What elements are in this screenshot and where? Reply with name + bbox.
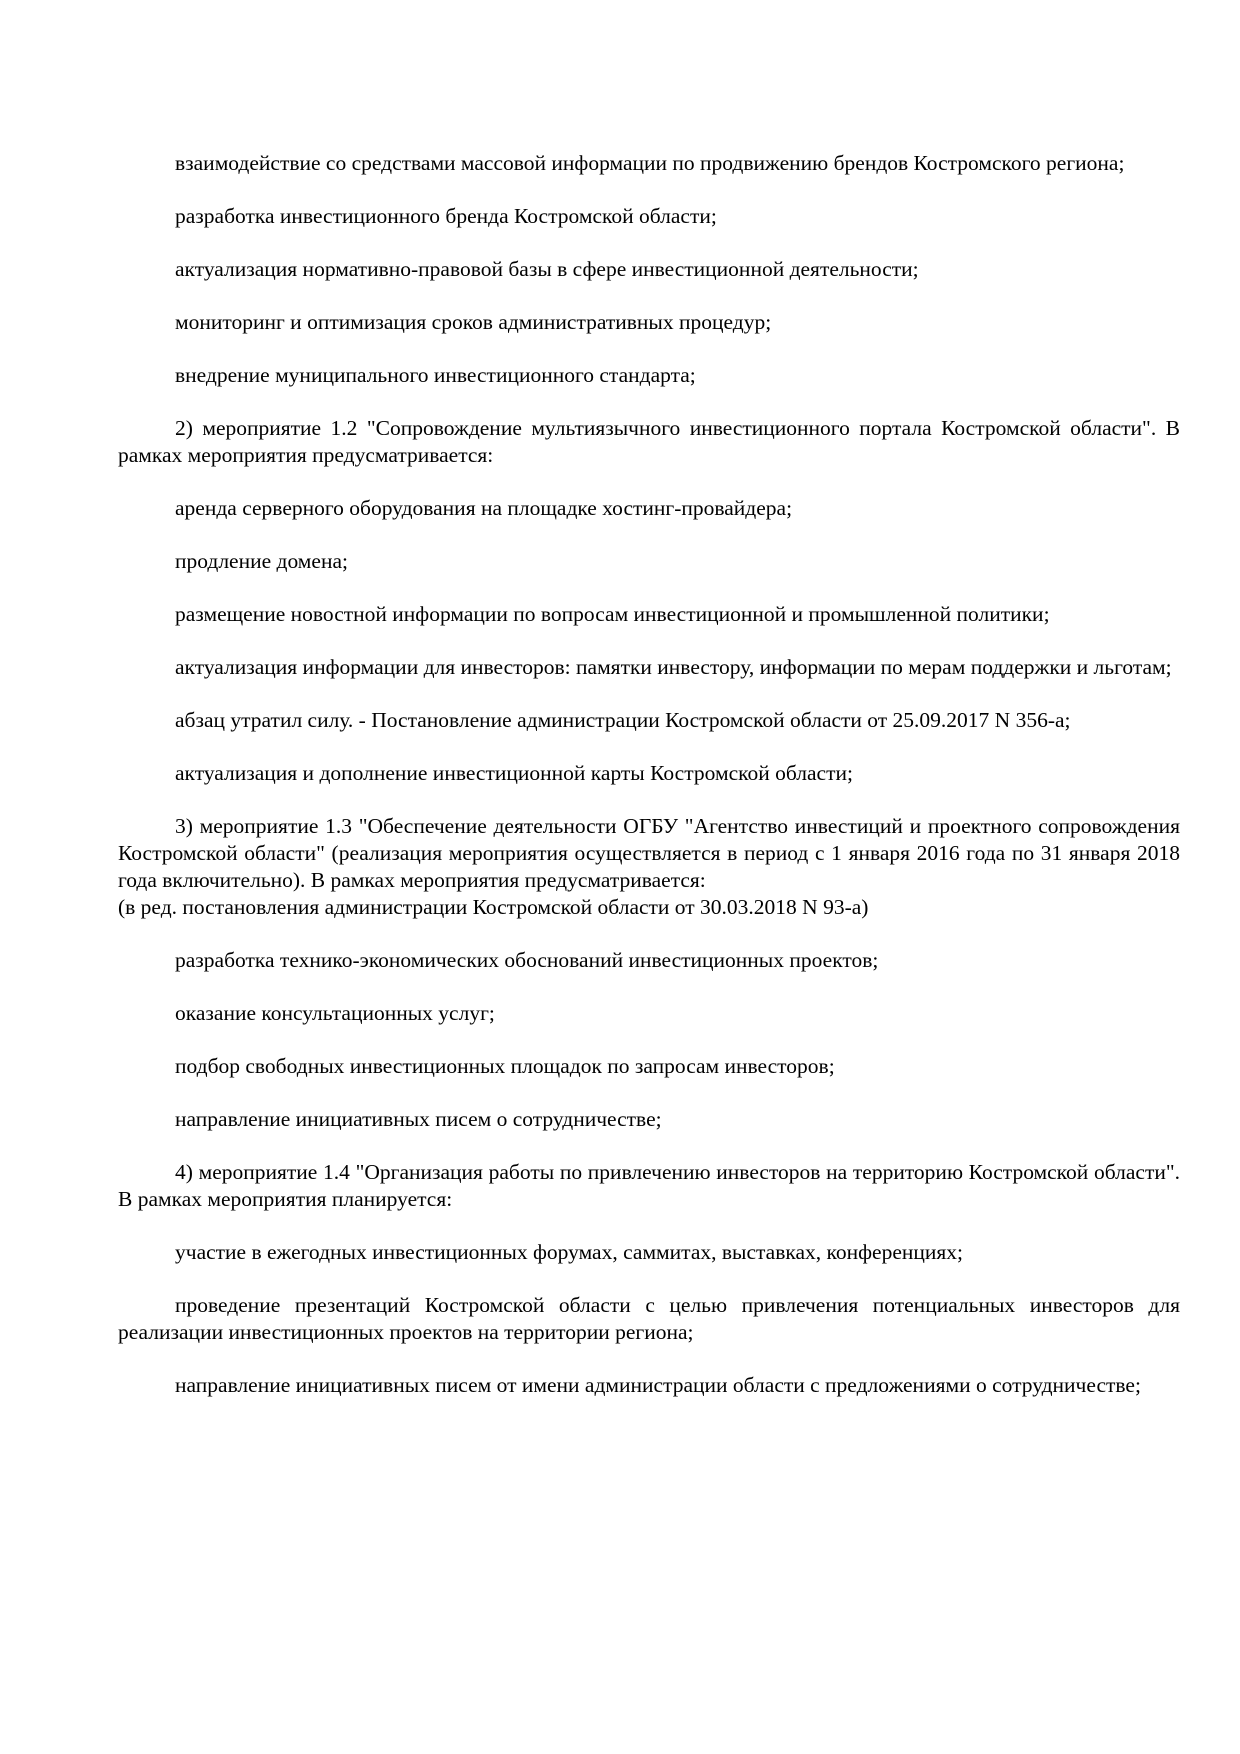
document-page	[118, 150, 1180, 1425]
paragraph-forums-participation: участие в ежегодных инвестиционных форумах, саммитах, выставках, конференциях;	[175, 1240, 964, 1264]
paragraph-cooperation-letters: направление инициативных писем о сотрудничестве;	[175, 1107, 662, 1131]
paragraph-investment-map: актуализация и дополнение инвестиционной карты Костромской области;	[175, 761, 853, 785]
paragraph-measure-1-2: 2) мероприятие 1.2 "Сопровождение мультиязычного инвестиционного портала Костромской области". В рамках мероприятия предусматривается:	[118, 416, 1180, 467]
paragraph-measure-1-3: 3) мероприятие 1.3 "Обеспечение деятельности ОГБУ "Агентство инвестиций и проектного сопровождения Костромской области" (реализация мероприятия осуществляется в период с 1 января 2016 года по 31 января 2018 года включительно). В рамках мероприятия предусматривается:	[118, 814, 1180, 892]
paragraph-regulatory-base: актуализация нормативно-правовой базы в сфере инвестиционной деятельности;	[175, 257, 919, 281]
paragraph-brand-development: разработка инвестиционного бренда Костромской области;	[175, 204, 717, 228]
paragraph-measure-1-4: 4) мероприятие 1.4 "Организация работы по привлечению инвесторов на территорию Костромской области". В рамках мероприятия планируется:	[118, 1160, 1180, 1211]
paragraph-news-posting: размещение новостной информации по вопросам инвестиционной и промышленной политики;	[175, 602, 1050, 626]
paragraph-repealed: абзац утратил силу. - Постановление администрации Костромской области от 25.09.2017 N 356-а;	[175, 708, 1071, 732]
paragraph-presentations: проведение презентаций Костромской области с целью привлечения потенциальных инвесторов для реализации инвестиционных проектов на территории региона;	[118, 1293, 1180, 1344]
paragraph-investor-info: актуализация информации для инвесторов: памятки инвестору, информации по мерам поддержки и льготам;	[175, 655, 1172, 679]
paragraph-server-rent: аренда серверного оборудования на площадке хостинг-провайдера;	[175, 496, 793, 520]
paragraph-feasibility-studies: разработка технико-экономических обоснований инвестиционных проектов;	[175, 948, 879, 972]
paragraph-administration-letters: направление инициативных писем от имени администрации области с предложениями о сотрудничестве;	[175, 1373, 1141, 1397]
paragraph-procedures-monitoring: мониторинг и оптимизация сроков административных процедур;	[175, 310, 772, 334]
paragraph-edit-note: (в ред. постановления администрации Костромской области от 30.03.2018 N 93-а)	[118, 895, 869, 919]
paragraph-site-selection: подбор свободных инвестиционных площадок по запросам инвесторов;	[175, 1054, 835, 1078]
paragraph-consulting: оказание консультационных услуг;	[175, 1001, 495, 1025]
paragraph-media-interaction: взаимодействие со средствами массовой информации по продвижению брендов Костромского региона;	[175, 151, 1125, 175]
paragraph-domain-renewal: продление домена;	[175, 549, 348, 573]
paragraph-municipal-standard: внедрение муниципального инвестиционного стандарта;	[175, 363, 696, 387]
